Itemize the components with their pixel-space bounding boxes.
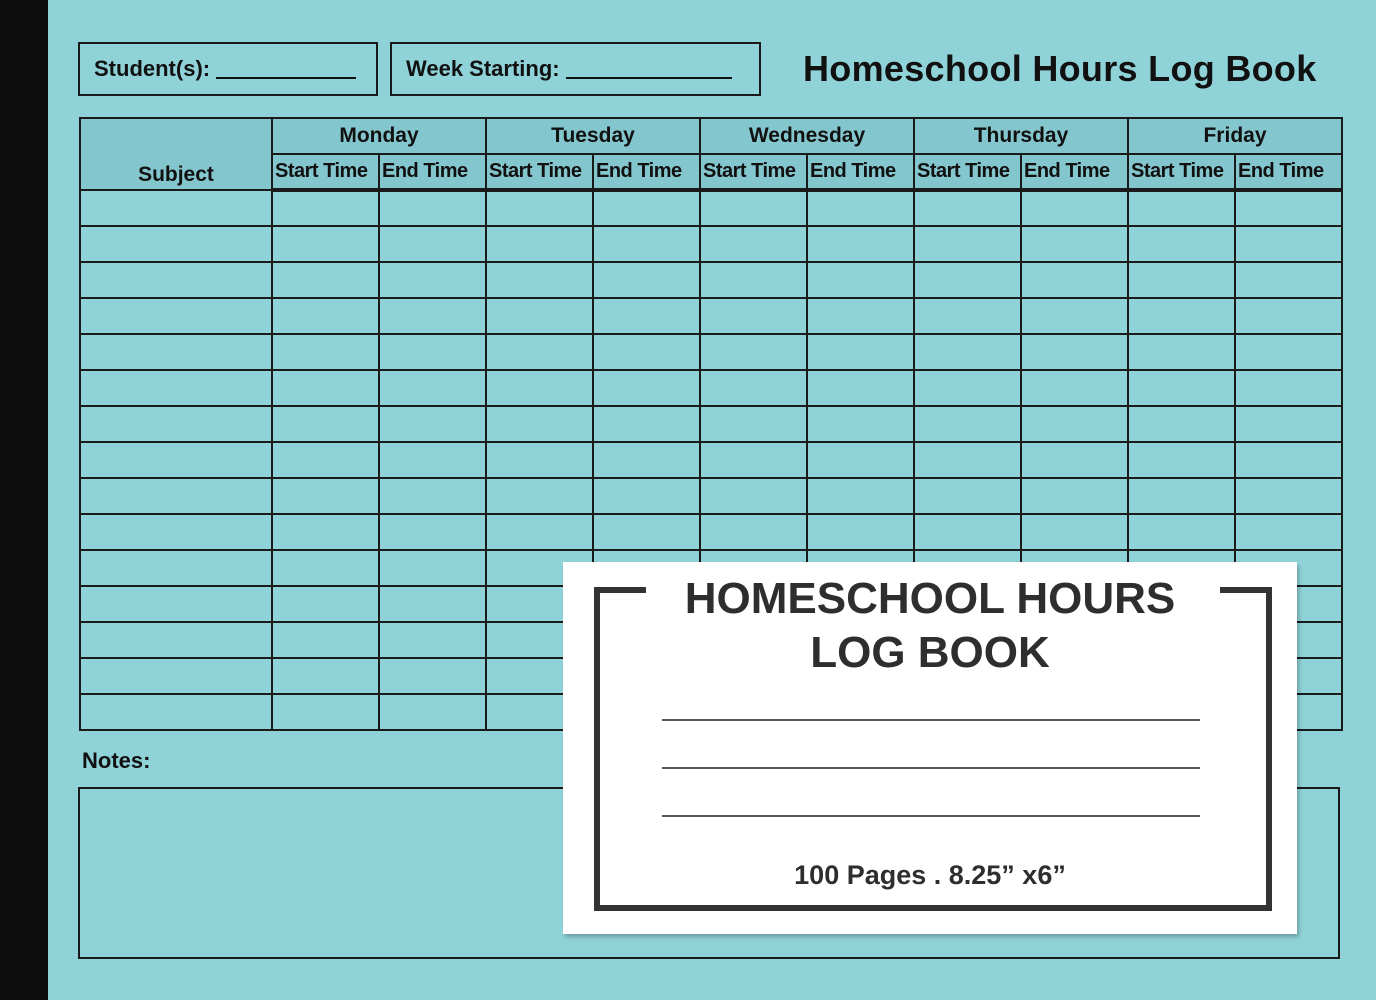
time-cell[interactable] bbox=[1128, 406, 1235, 442]
time-cell[interactable] bbox=[914, 226, 1021, 262]
time-cell[interactable] bbox=[807, 478, 914, 514]
time-cell[interactable] bbox=[486, 442, 593, 478]
start-time-header: Start Time bbox=[1128, 154, 1235, 190]
time-cell[interactable] bbox=[700, 298, 807, 334]
subject-header: Subject bbox=[80, 118, 272, 190]
time-cell[interactable] bbox=[914, 298, 1021, 334]
week-starting-field[interactable] bbox=[390, 42, 761, 96]
day-header-tuesday: Tuesday bbox=[486, 118, 700, 154]
table-row bbox=[80, 478, 1342, 514]
students-blank-line bbox=[216, 59, 356, 79]
time-cell[interactable] bbox=[486, 370, 593, 406]
time-cell[interactable] bbox=[379, 190, 486, 226]
time-cell[interactable] bbox=[593, 262, 700, 298]
time-cell[interactable] bbox=[807, 298, 914, 334]
time-cell[interactable] bbox=[379, 334, 486, 370]
time-cell[interactable] bbox=[486, 478, 593, 514]
time-cell[interactable] bbox=[379, 514, 486, 550]
subject-cell[interactable] bbox=[80, 370, 272, 406]
time-cell[interactable] bbox=[1128, 478, 1235, 514]
time-cell[interactable] bbox=[700, 334, 807, 370]
time-cell[interactable] bbox=[1021, 298, 1128, 334]
time-cell[interactable] bbox=[486, 226, 593, 262]
time-cell[interactable] bbox=[914, 406, 1021, 442]
time-cell[interactable] bbox=[1235, 334, 1342, 370]
cover-title-line2: LOG BOOK bbox=[810, 628, 1050, 677]
label-write-line bbox=[662, 719, 1200, 721]
subject-cell[interactable] bbox=[80, 586, 272, 622]
time-cell[interactable] bbox=[593, 334, 700, 370]
time-cell[interactable] bbox=[700, 262, 807, 298]
time-cell[interactable] bbox=[486, 514, 593, 550]
time-cell[interactable] bbox=[272, 442, 379, 478]
day-header-wednesday: Wednesday bbox=[700, 118, 914, 154]
time-cell[interactable] bbox=[1235, 190, 1342, 226]
time-cell[interactable] bbox=[700, 514, 807, 550]
time-cell[interactable] bbox=[1128, 514, 1235, 550]
time-cell[interactable] bbox=[807, 514, 914, 550]
time-cell[interactable] bbox=[379, 550, 486, 586]
start-time-header: Start Time bbox=[486, 154, 593, 190]
time-cell[interactable] bbox=[914, 442, 1021, 478]
subject-cell[interactable] bbox=[80, 226, 272, 262]
time-cell[interactable] bbox=[379, 658, 486, 694]
start-time-header: Start Time bbox=[700, 154, 807, 190]
time-cell[interactable] bbox=[379, 586, 486, 622]
subject-cell[interactable] bbox=[80, 478, 272, 514]
time-cell[interactable] bbox=[272, 226, 379, 262]
end-time-header: End Time bbox=[593, 154, 700, 190]
book-spine bbox=[0, 0, 48, 1000]
time-cell[interactable] bbox=[700, 442, 807, 478]
end-time-header: End Time bbox=[1021, 154, 1128, 190]
subject-cell[interactable] bbox=[80, 298, 272, 334]
time-cell[interactable] bbox=[379, 442, 486, 478]
table-row bbox=[80, 514, 1342, 550]
time-cell[interactable] bbox=[272, 190, 379, 226]
cover-title bbox=[563, 572, 1297, 680]
start-time-header: Start Time bbox=[914, 154, 1021, 190]
time-cell[interactable] bbox=[914, 262, 1021, 298]
cover-label bbox=[563, 562, 1297, 934]
time-cell[interactable] bbox=[807, 370, 914, 406]
time-cell[interactable] bbox=[272, 406, 379, 442]
subject-cell[interactable] bbox=[80, 658, 272, 694]
day-header-friday: Friday bbox=[1128, 118, 1342, 154]
time-cell[interactable] bbox=[700, 478, 807, 514]
time-cell[interactable] bbox=[1235, 262, 1342, 298]
table-row bbox=[80, 406, 1342, 442]
time-cell[interactable] bbox=[914, 190, 1021, 226]
subject-cell[interactable] bbox=[80, 550, 272, 586]
time-cell[interactable] bbox=[272, 370, 379, 406]
time-cell[interactable] bbox=[700, 226, 807, 262]
time-cell[interactable] bbox=[272, 694, 379, 730]
time-cell[interactable] bbox=[914, 334, 1021, 370]
time-cell[interactable] bbox=[379, 370, 486, 406]
time-cell[interactable] bbox=[593, 442, 700, 478]
time-cell[interactable] bbox=[807, 190, 914, 226]
time-cell[interactable] bbox=[272, 586, 379, 622]
start-time-header: Start Time bbox=[272, 154, 379, 190]
time-cell[interactable] bbox=[272, 514, 379, 550]
time-cell[interactable] bbox=[379, 478, 486, 514]
time-cell[interactable] bbox=[914, 478, 1021, 514]
time-cell[interactable] bbox=[807, 262, 914, 298]
time-cell[interactable] bbox=[593, 514, 700, 550]
time-cell[interactable] bbox=[1128, 442, 1235, 478]
time-cell[interactable] bbox=[1128, 298, 1235, 334]
time-cell[interactable] bbox=[593, 370, 700, 406]
time-cell[interactable] bbox=[593, 406, 700, 442]
table-row bbox=[80, 370, 1342, 406]
time-cell[interactable] bbox=[272, 622, 379, 658]
time-cell[interactable] bbox=[593, 190, 700, 226]
time-cell[interactable] bbox=[807, 226, 914, 262]
time-cell[interactable] bbox=[1235, 514, 1342, 550]
table-row bbox=[80, 334, 1342, 370]
time-cell[interactable] bbox=[807, 442, 914, 478]
time-cell[interactable] bbox=[486, 262, 593, 298]
time-cell[interactable] bbox=[1021, 226, 1128, 262]
subject-cell[interactable] bbox=[80, 514, 272, 550]
time-cell[interactable] bbox=[272, 298, 379, 334]
subject-cell[interactable] bbox=[80, 262, 272, 298]
time-cell[interactable] bbox=[272, 262, 379, 298]
end-time-header: End Time bbox=[807, 154, 914, 190]
table-row bbox=[80, 298, 1342, 334]
time-cell[interactable] bbox=[807, 334, 914, 370]
time-cell[interactable] bbox=[807, 406, 914, 442]
time-cell[interactable] bbox=[272, 478, 379, 514]
label-write-line bbox=[662, 767, 1200, 769]
time-cell[interactable] bbox=[593, 226, 700, 262]
time-cell[interactable] bbox=[914, 370, 1021, 406]
cover-title-line1: HOMESCHOOL HOURS bbox=[684, 574, 1176, 623]
time-cell[interactable] bbox=[1128, 262, 1235, 298]
day-header-monday: Monday bbox=[272, 118, 486, 154]
time-cell[interactable] bbox=[1235, 406, 1342, 442]
time-cell[interactable] bbox=[1021, 442, 1128, 478]
time-cell[interactable] bbox=[1021, 514, 1128, 550]
time-cell[interactable] bbox=[1128, 226, 1235, 262]
time-cell[interactable] bbox=[1128, 370, 1235, 406]
time-cell[interactable] bbox=[379, 694, 486, 730]
subject-cell[interactable] bbox=[80, 442, 272, 478]
time-cell[interactable] bbox=[700, 370, 807, 406]
time-cell[interactable] bbox=[486, 190, 593, 226]
time-cell[interactable] bbox=[1235, 298, 1342, 334]
time-cell[interactable] bbox=[379, 406, 486, 442]
label-write-line bbox=[662, 815, 1200, 817]
time-cell[interactable] bbox=[1021, 262, 1128, 298]
subject-cell[interactable] bbox=[80, 694, 272, 730]
time-cell[interactable] bbox=[593, 298, 700, 334]
time-cell[interactable] bbox=[272, 658, 379, 694]
subject-cell[interactable] bbox=[80, 334, 272, 370]
time-cell[interactable] bbox=[272, 334, 379, 370]
time-cell[interactable] bbox=[1235, 226, 1342, 262]
time-cell[interactable] bbox=[914, 514, 1021, 550]
time-cell[interactable] bbox=[700, 406, 807, 442]
time-cell[interactable] bbox=[272, 550, 379, 586]
time-cell[interactable] bbox=[1021, 334, 1128, 370]
table-row bbox=[80, 442, 1342, 478]
time-cell[interactable] bbox=[1021, 478, 1128, 514]
subject-cell[interactable] bbox=[80, 622, 272, 658]
subject-cell[interactable] bbox=[80, 406, 272, 442]
end-time-header: End Time bbox=[379, 154, 486, 190]
students-label: Student(s): bbox=[94, 56, 211, 81]
time-cell[interactable] bbox=[486, 298, 593, 334]
time-cell[interactable] bbox=[486, 334, 593, 370]
day-header-thursday: Thursday bbox=[914, 118, 1128, 154]
time-cell[interactable] bbox=[1021, 406, 1128, 442]
week-blank-line bbox=[566, 59, 732, 79]
page-title: Homeschool Hours Log Book bbox=[803, 48, 1317, 89]
time-cell[interactable] bbox=[1128, 334, 1235, 370]
time-cell[interactable] bbox=[593, 478, 700, 514]
time-cell[interactable] bbox=[1021, 190, 1128, 226]
time-cell[interactable] bbox=[379, 622, 486, 658]
table-row bbox=[80, 226, 1342, 262]
time-cell[interactable] bbox=[1235, 370, 1342, 406]
table-row bbox=[80, 190, 1342, 226]
time-cell[interactable] bbox=[1021, 370, 1128, 406]
time-cell[interactable] bbox=[1235, 442, 1342, 478]
cover-details: 100 Pages . 8.25” x6” bbox=[794, 860, 1066, 890]
time-cell[interactable] bbox=[379, 262, 486, 298]
time-cell[interactable] bbox=[700, 190, 807, 226]
time-cell[interactable] bbox=[486, 406, 593, 442]
week-starting-label: Week Starting: bbox=[406, 56, 560, 81]
students-field[interactable] bbox=[78, 42, 378, 96]
table-row bbox=[80, 262, 1342, 298]
time-cell[interactable] bbox=[379, 226, 486, 262]
subject-cell[interactable] bbox=[80, 190, 272, 226]
time-cell[interactable] bbox=[1128, 190, 1235, 226]
time-cell[interactable] bbox=[379, 298, 486, 334]
notes-label: Notes: bbox=[82, 748, 151, 773]
end-time-header: End Time bbox=[1235, 154, 1342, 190]
time-cell[interactable] bbox=[1235, 478, 1342, 514]
